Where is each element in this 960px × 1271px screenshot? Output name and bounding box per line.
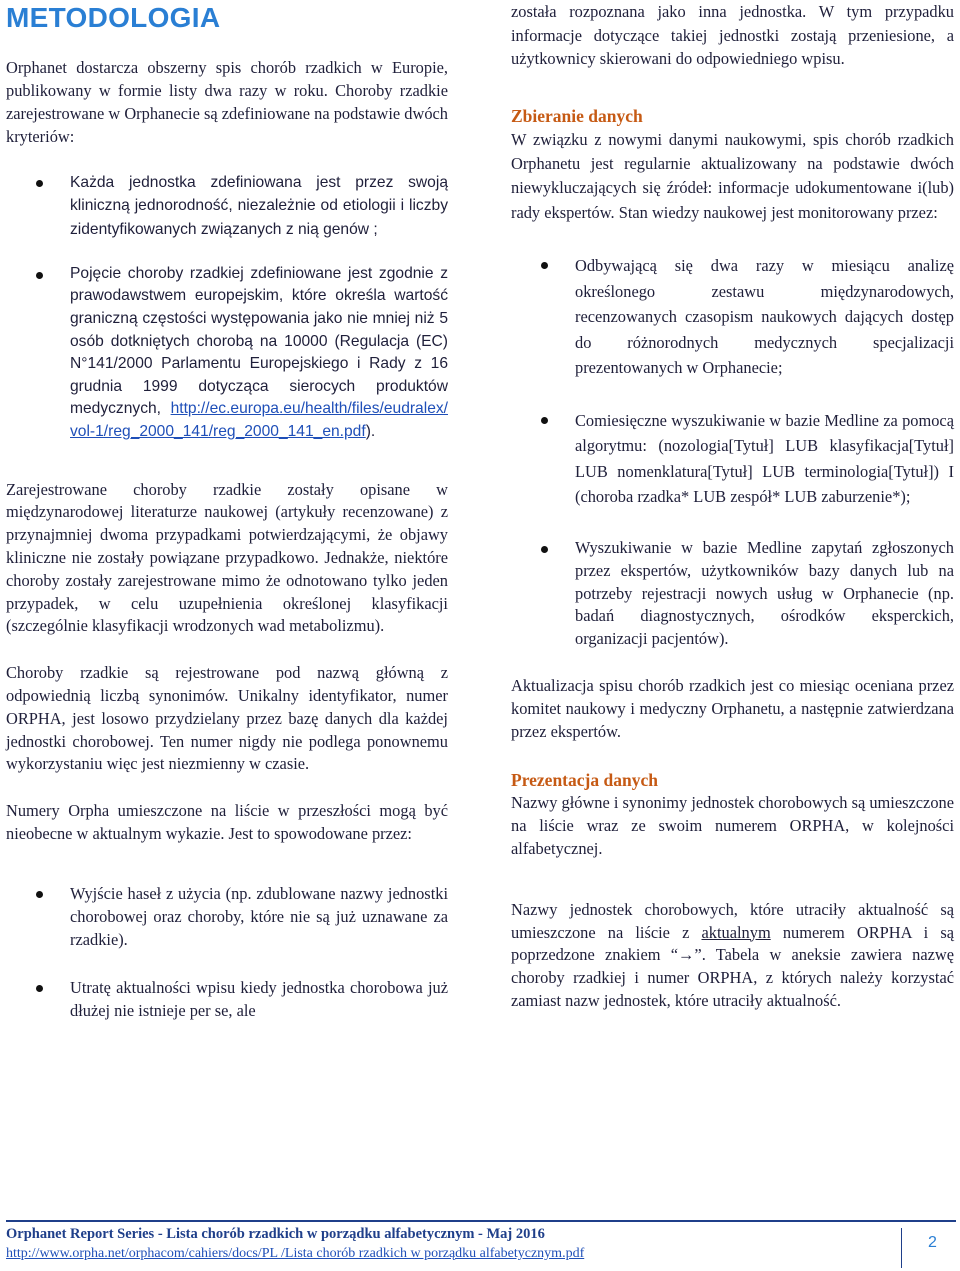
criterion-text: Każda jednostka zdefiniowana jest przez swoją kliniczną jednorodność, niezależnie od etiologii i liczby zidentyfikowanych związanych z nią genów ; (70, 174, 448, 238)
monitoring-text: Wyszukiwanie w bazie Medline zapytań zgłoszonych przez ekspertów, użytkowników bazy danych lub na potrzeby rejestracji nowych usług w Orphanecie (np. badań diagnostycznych, ośrodków eksperckich, organizacji pacjentów). (575, 538, 954, 649)
regulation-link[interactable]: http://ec.europa.eu/health/files/eudralex/vol-1/reg_2000_141/reg_2000_141_en.pdf (70, 400, 448, 441)
page-title: METODOLOGIA (6, 2, 221, 33)
lost-text-a: Nazwy jednostek chorobowych, które utraciły aktualność są umieszczone na liście z (511, 899, 954, 942)
link-tail: ). (365, 423, 376, 441)
lost-entries-paragraph (511, 899, 954, 1013)
list-item (6, 171, 448, 241)
criterion-text: Pojęcie choroby rzadkiej zdefiniowane jest zgodnie z prawodawstwem europejskim, które określa wartość graniczną częstości występowania jako nie mniej niż 5 osób dotkniętych chorobą na 10000 (Regulacja (EC) N°141/2000 Parlamentu Europejskiego i Rady z 16 grudnia 1999 dotycząca sierocych produktów medycznych, (70, 264, 448, 418)
list-item (511, 537, 954, 651)
continuation-paragraph: została rozpoznana jako inna jednostka. W tym przypadku informacje dotyczące takiej jednostki zostają przeniesione, a użytkownicy skierowani do odpowiedniego wpisu. (511, 2, 954, 68)
right-column (511, 0, 954, 1013)
intro-paragraph: Orphanet dostarcza obszerny spis chorób rzadkich w Europie, publikowany w formie listy dwa razy w roku. Choroby rzadkie zarejestrowane w Orphanecie są zdefiniowane na podstawie dwóch kryteriów: (6, 58, 448, 146)
list-item (511, 253, 954, 381)
criteria-list (6, 171, 448, 444)
monitoring-text: Comiesięczne wyszukiwanie w bazie Medline za pomocą algorytmu: (nozologia[Tytuł] LUB klasyfikacja[Tytuł] LUB nomenklatura[Tytuł] LUB terminologia[Tytuł]) I (choroba rzadka* LUB zespół* LUB zaburzenie*); (575, 410, 954, 507)
monitoring-text: Odbywającą się dwa razy w miesiącu analizę określonego zestawu międzynarodowych, recenzowanych czasopism naukowych dających dostęp do różnorodnych medycznych specjalizacji prezentowanych w Orphanecie; (575, 256, 954, 378)
lost-text-underlined: aktualnym (701, 922, 771, 942)
footer-series: Orphanet Report Series - Lista chorób rzadkich w porządku alfabetycznym - Maj 2016 (6, 1226, 545, 1242)
bullet-icon (36, 180, 43, 187)
cause-text: Utratę aktualności wpisu kiedy jednostka chorobowa już dłużej nie istnieje per se, ale (70, 977, 448, 1020)
list-item (6, 263, 448, 444)
page-footer (6, 1220, 956, 1270)
bullet-icon (36, 272, 43, 279)
bullet-icon (541, 546, 548, 553)
list-item (6, 882, 448, 951)
footer-url-link[interactable]: http://www.orpha.net/orphacom/cahiers/docs/PL /Lista chorób rzadkich w porządku alfabetycznym.pdf (6, 1246, 585, 1261)
causes-list (6, 882, 448, 1022)
presentation-paragraph: Nazwy główne i synonimy jednostek chorobowych są umieszczone na liście wraz ze swoim numerem ORPHA, w kolejności alfabetycznej. (511, 793, 954, 858)
bullet-icon (541, 417, 548, 424)
footer-divider (901, 1228, 903, 1268)
criterion-text-regulation (70, 263, 448, 444)
list-item (6, 976, 448, 1022)
bullet-icon (36, 985, 43, 992)
monitoring-list (511, 253, 954, 651)
collection-paragraph: W związku z nowymi danymi naukowymi, spis chorób rzadkich Orphanetu jest regularnie aktualizowany na podstawie dwóch niewykluczających się źródeł: informacje udokumentowane i(lub) rady ekspertów. Stan wiedzy naukowej jest monitorowany przez: (511, 129, 954, 222)
names-paragraph: Choroby rzadkie są rejestrowane pod nazwą główną z odpowiednią liczbą synonimów. Unikalny identyfikator, numer ORPHA, jest losowo przydzielany przez bazę danych dla każdej jednostki chorobowej. Ten numer nigdy nie podlega ponownemu wykorzystaniu więc jest niezmienny w czasie. (6, 663, 448, 774)
numbers-paragraph: Numery Orpha umieszczone na liście w przeszłości mogą być nieobecne w aktualnym wykazie. Jest to spowodowane przez: (6, 801, 448, 843)
lost-text-b: numerem ORPHA i są poprzedzone znakiem “→”. Tabela w aneksie zawiera nazwę choroby rzadkiej i numer ORPHA, z których należy korzystać zamiast nazw jednostek, które utraciły aktualność. (511, 922, 954, 1010)
bullet-icon (36, 891, 43, 898)
left-column (6, 0, 448, 1022)
cause-text: Wyjście haseł z użycia (np. zdublowane nazwy jednostki chorobowej oraz choroby, które nie są już uznawane za rzadkie). (70, 883, 448, 949)
bullet-icon (541, 262, 548, 269)
page-number: 2 (928, 1234, 937, 1251)
list-item (511, 408, 954, 510)
heading-data-collection: Zbieranie danych (511, 105, 643, 126)
update-paragraph: Aktualizacja spisu chorób rzadkich jest co miesiąc oceniana przez komitet naukowy i medyczny Orphanetu, a następnie zatwierdzana przez ekspertów. (511, 675, 954, 741)
heading-data-presentation: Prezentacja danych (511, 770, 658, 791)
registered-paragraph: Zarejestrowane choroby rzadkie zostały opisane w międzynarodowej literaturze naukowej (artykuły recenzowane) z przynajmniej dwoma przypadkami potwierdzającymi, że objawy kliniczne nie zostały powiązane przypadkowo. Jednakże, niektóre choroby zostały zarejestrowane mimo że odnotowano tylko jeden przypadek, w celu uzupełnienia określonej klasyfikacji (szczególnie klasyfikacji wrodzonych wad metabolizmu). (6, 479, 448, 636)
